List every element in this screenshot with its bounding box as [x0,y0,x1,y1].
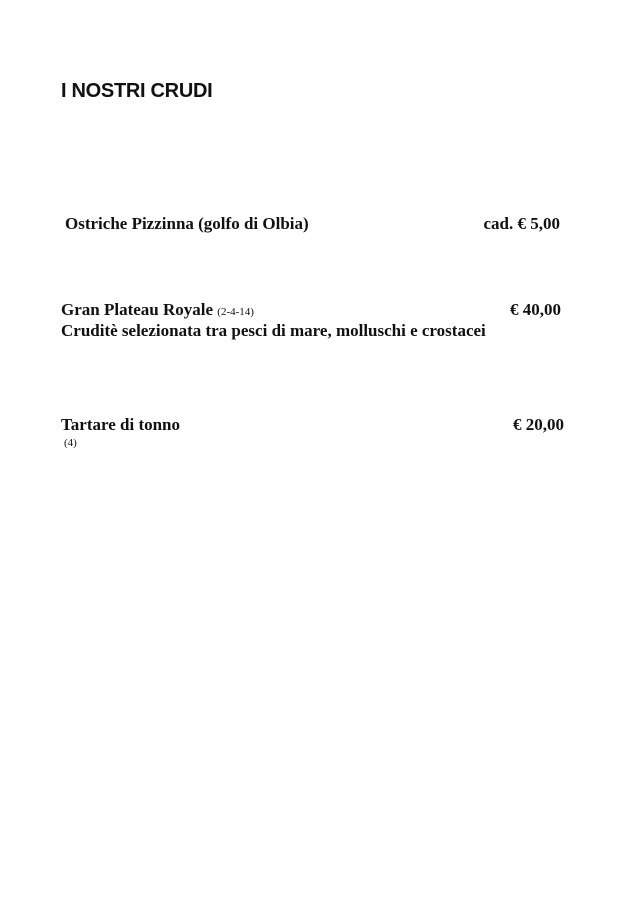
item-allergens: (4) [64,437,77,449]
menu-item-gran-plateau [61,299,564,342]
menu-item-row [61,213,564,235]
item-name: Tartare di tonno [61,415,181,434]
item-price: cad. € 5,00 [483,214,560,233]
item-name: Ostriche Pizzinna (golfo di Olbia) [65,214,309,233]
item-name: Gran Plateau Royale [61,300,214,319]
item-name-wrapper [61,299,254,323]
page-title: I NOSTRI CRUDI [61,80,213,102]
menu-item-tartare [61,414,564,450]
menu-item-row [61,414,564,436]
item-price: € 40,00 [510,300,561,319]
menu-item-ostriche [61,213,564,235]
item-description: Cruditè selezionata tra pesci di mare, molluschi e crostacei [61,321,486,340]
item-price: € 20,00 [513,415,564,434]
menu-item-row [61,299,564,321]
item-allergens: (2-4-14) [217,306,254,318]
